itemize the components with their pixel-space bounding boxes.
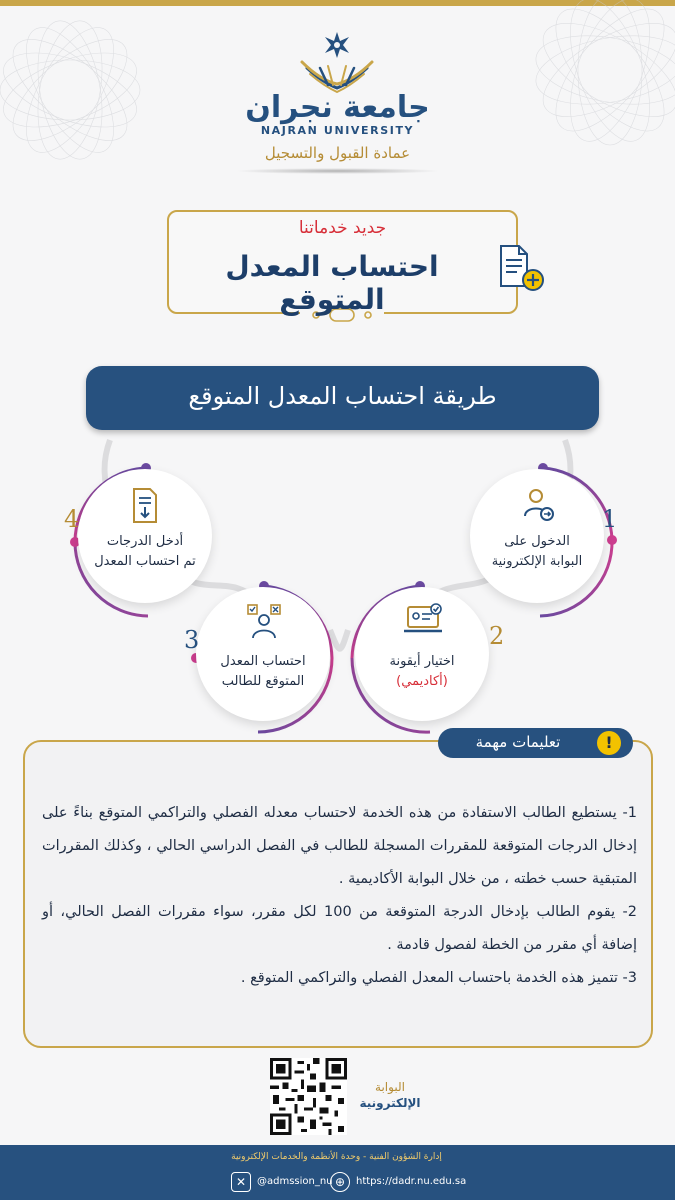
globe-icon[interactable]: ⊕ <box>330 1172 350 1192</box>
step-4-number: 4 <box>64 505 80 533</box>
step-1-line2: البوابة الإلكترونية <box>491 554 583 569</box>
step-3-line1: احتساب المعدل <box>220 654 306 669</box>
social-handle[interactable]: @admssion_nu <box>257 1176 333 1187</box>
instructions-title: تعليمات مهمة <box>475 733 561 751</box>
step-4-line2: تم احتساب المعدل <box>94 554 196 569</box>
step-2-number: 2 <box>489 622 505 650</box>
portal-label-line2: الإلكترونية <box>359 1096 421 1110</box>
step-4-line1: أدخل الدرجات <box>106 534 184 549</box>
step-2-line1: اختيار أيقونة <box>389 654 455 669</box>
instructions-list <box>42 797 637 995</box>
step-3-label <box>204 652 322 692</box>
instruction-item-1: 1- يستطيع الطالب الاستفادة من هذه الخدمة لاحتساب معدله الفصلي والتراكمي المتوقع بناءً على إدخال الدرجات المتوقعة للمقررات المسجلة للطالب في الفصل الدراسي الحالي ، وكذلك المقررات المتبقية حسب خطته ، من خلال البوابة الأكاديمية . <box>42 805 637 887</box>
qr-code[interactable] <box>270 1058 347 1135</box>
step-3-number: 3 <box>184 626 200 654</box>
step-2-line2: (أكاديمي) <box>396 674 448 689</box>
header-divider <box>235 168 440 174</box>
footer-department: إدارة الشؤون الفنية - وحدة الأنظمة والخدمات الإلكترونية <box>231 1152 442 1162</box>
step-3-line2: المتوقع للطالب <box>221 674 305 689</box>
laptop-check-icon <box>402 603 444 639</box>
deanship-name: عمادة القبول والتسجيل <box>264 144 411 162</box>
step-1-label <box>478 532 596 572</box>
x-icon[interactable]: ✕ <box>231 1172 251 1192</box>
user-login-icon <box>521 486 557 522</box>
service-new-label: جديد خدماتنا <box>298 218 387 238</box>
section-title: طريقة احتساب المعدل المتوقع <box>188 382 497 410</box>
instruction-item-3: 3- تتميز هذه الخدمة باحتساب المعدل الفصلي والتراكمي المتوقع . <box>240 970 637 986</box>
step-2-label <box>363 652 481 692</box>
step-1-number: 1 <box>602 505 618 533</box>
service-title: احتساب المعدل المتوقع <box>225 250 439 316</box>
university-name-arabic: جامعة نجران <box>245 90 430 125</box>
step-4-label <box>86 532 204 572</box>
portal-label-line1: البوابة <box>375 1080 405 1094</box>
file-download-icon <box>126 486 162 526</box>
student-choice-icon <box>245 602 283 640</box>
website-link[interactable]: https://dadr.nu.edu.sa <box>356 1176 467 1187</box>
university-name-english: NAJRAN UNIVERSITY <box>260 124 415 137</box>
warning-icon: ! <box>597 731 621 755</box>
step-1-line1: الدخول على <box>504 534 570 549</box>
document-plus-icon <box>495 242 551 292</box>
instruction-item-2: 2- يقوم الطالب بإدخال الدرجة المتوقعة من 100 لكل مقرر، سواء مقررات الفصل الحالي، أو إضافة أي مقرر من الخطة لفصول قادمة . <box>42 904 637 953</box>
